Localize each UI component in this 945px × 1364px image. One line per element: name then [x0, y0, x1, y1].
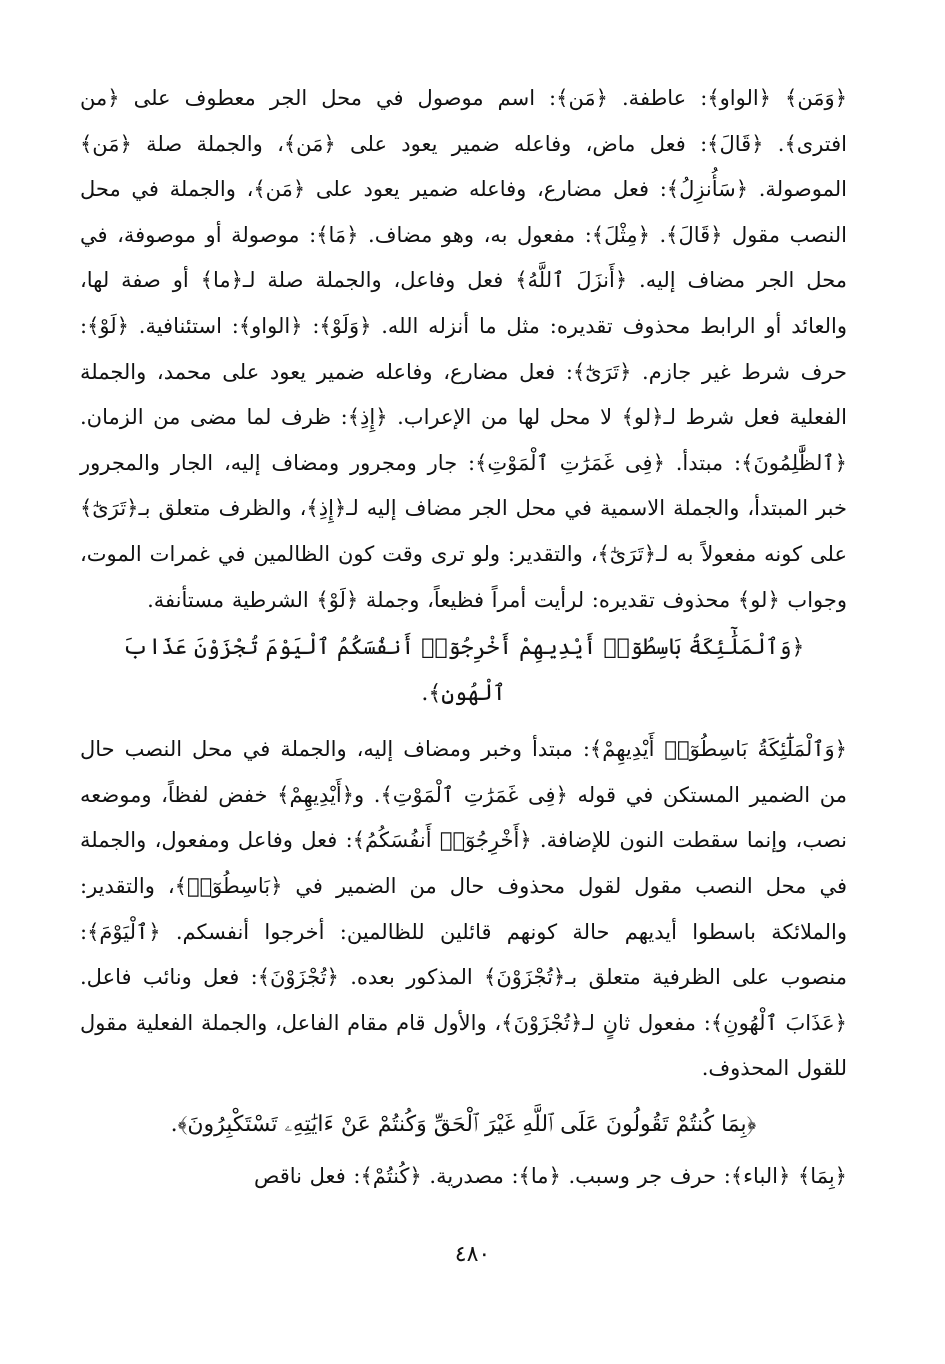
quran-verse: ﴿وَٱلْمَلَٰٓئِكَةُ بَاسِطُوٓا۟ أَيْدِيهِمْ أَخْرِجُوٓا۟ أَنفُسَكُمُ ٱلْيَوْمَ تُجْزَوْنَ عَذَابَ ٱلْهُونِ﴾. [122, 635, 805, 707]
commentary-paragraph: ﴿بِمَا﴾ ﴿الباء﴾: حرف جر وسبب. ﴿ما﴾: مصدرية. ﴿كُنتُمْ﴾: فعل ناقص [253, 1163, 847, 1188]
commentary-paragraph: ﴿وَٱلْمَلَٰٓئِكَةُ بَاسِطُوٓا۟ أَيْدِيهِمْ﴾: مبتدأ وخبر ومضاف إليه، والجملة في محل النصب حال من الضمير المستكن في قوله ﴿فِى غَمَرَٰتِ ٱلْمَوْتِ﴾. و﴿أَيْدِيهِمْ﴾ خفض لفظاً، وموضعه نصب، وإنما سقطت النون للإضافة. ﴿أَخْرِجُوٓا۟ أَنفُسَكُمُ﴾: فعل وفاعل ومفعول، والجملة في محل النصب مقول لقول محذوف حال من الضمير في ﴿بَاسِطُوٓا۟﴾، والتقدير: والملائكة باسطوا أيديهم حالة كونهم قائلين للظالمين: أخرجوا أنفسكم. ﴿ٱلْيَوْمَ﴾: منصوب على الظرفية متعلق بـ﴿تُجْزَوْنَ﴾ المذكور بعده. ﴿تُجْزَوْنَ﴾: فعل ونائب فاعل. ﴿عَذَابَ ٱلْهُونِ﴾: مفعول ثانٍ لـ﴿تُجْزَوْنَ﴾، والأول قام مقام الفاعل، والجملة الفعلية مقول للقول المحذوف. [80, 737, 847, 1081]
commentary-paragraph: ﴿وَمَن﴾ ﴿الواو﴾: عاطفة. ﴿مَن﴾: اسم موصول في محل الجر معطوف على ﴿من افترى﴾. ﴿قَالَ﴾: فعل ماض، وفاعله ضمير يعود على ﴿مَن﴾، والجملة صلة ﴿مَن﴾ الموصولة. ﴿سَأُنزِلُ﴾: فعل مضارع، وفاعله ضمير يعود على ﴿مَن﴾، والجملة في محل النصب مقول ﴿قَالَ﴾. ﴿مِثْلَ﴾: مفعول به، وهو مضاف. ﴿مَا﴾: موصولة أو موصوفة، في محل الجر مضاف إليه. ﴿أَنزَلَ ٱللَّهُ﴾ فعل وفاعل، والجملة صلة لـ﴿ما﴾ أو صفة لها، والعائد أو الرابط محذوف تقديره: مثل ما أنزله الله. ﴿وَلَوْ﴾: ﴿الواو﴾: استئنافية. ﴿لَوْ﴾: حرف شرط غير جازم. ﴿تَرَىٰٓ﴾: فعل مضارع، وفاعله ضمير يعود على محمد، والجملة الفعلية فعل شرط لـ﴿لو﴾ لا محل لها من الإعراب. ﴿إِذِ﴾: ظرف لما مضى من الزمان. ﴿ٱلظَّٰلِمُونَ﴾: مبتدأ. ﴿فِى غَمَرَٰتِ ٱلْمَوْتِ﴾: جار ومجرور ومضاف إليه، الجار والمجرور خبر المبتدأ، والجملة الاسمية في محل الجر مضاف إليه لـ﴿إِذِ﴾، والظرف متعلق بـ﴿تَرَىٰٓ﴾ على كونه مفعولاً به لـ﴿تَرَىٰٓ﴾، والتقدير: ولو ترى وقت كون الظالمين في غمرات الموت، وجواب ﴿لو﴾ محذوف تقديره: لرأيت أمراً فظيعاً، وجملة ﴿لَوْ﴾ الشرطية مستأنفة. [80, 86, 847, 612]
quran-verse: ﴿بِمَا كُنتُمْ تَقُولُونَ عَلَى ٱللَّهِ غَيْرَ ٱلْحَقِّ وَكُنتُمْ عَنْ ءَايَٰتِهِۦ تَسْتَكْبِرُونَ﴾. [170, 1111, 757, 1137]
page-number: ٤٨٠ [454, 1242, 491, 1267]
